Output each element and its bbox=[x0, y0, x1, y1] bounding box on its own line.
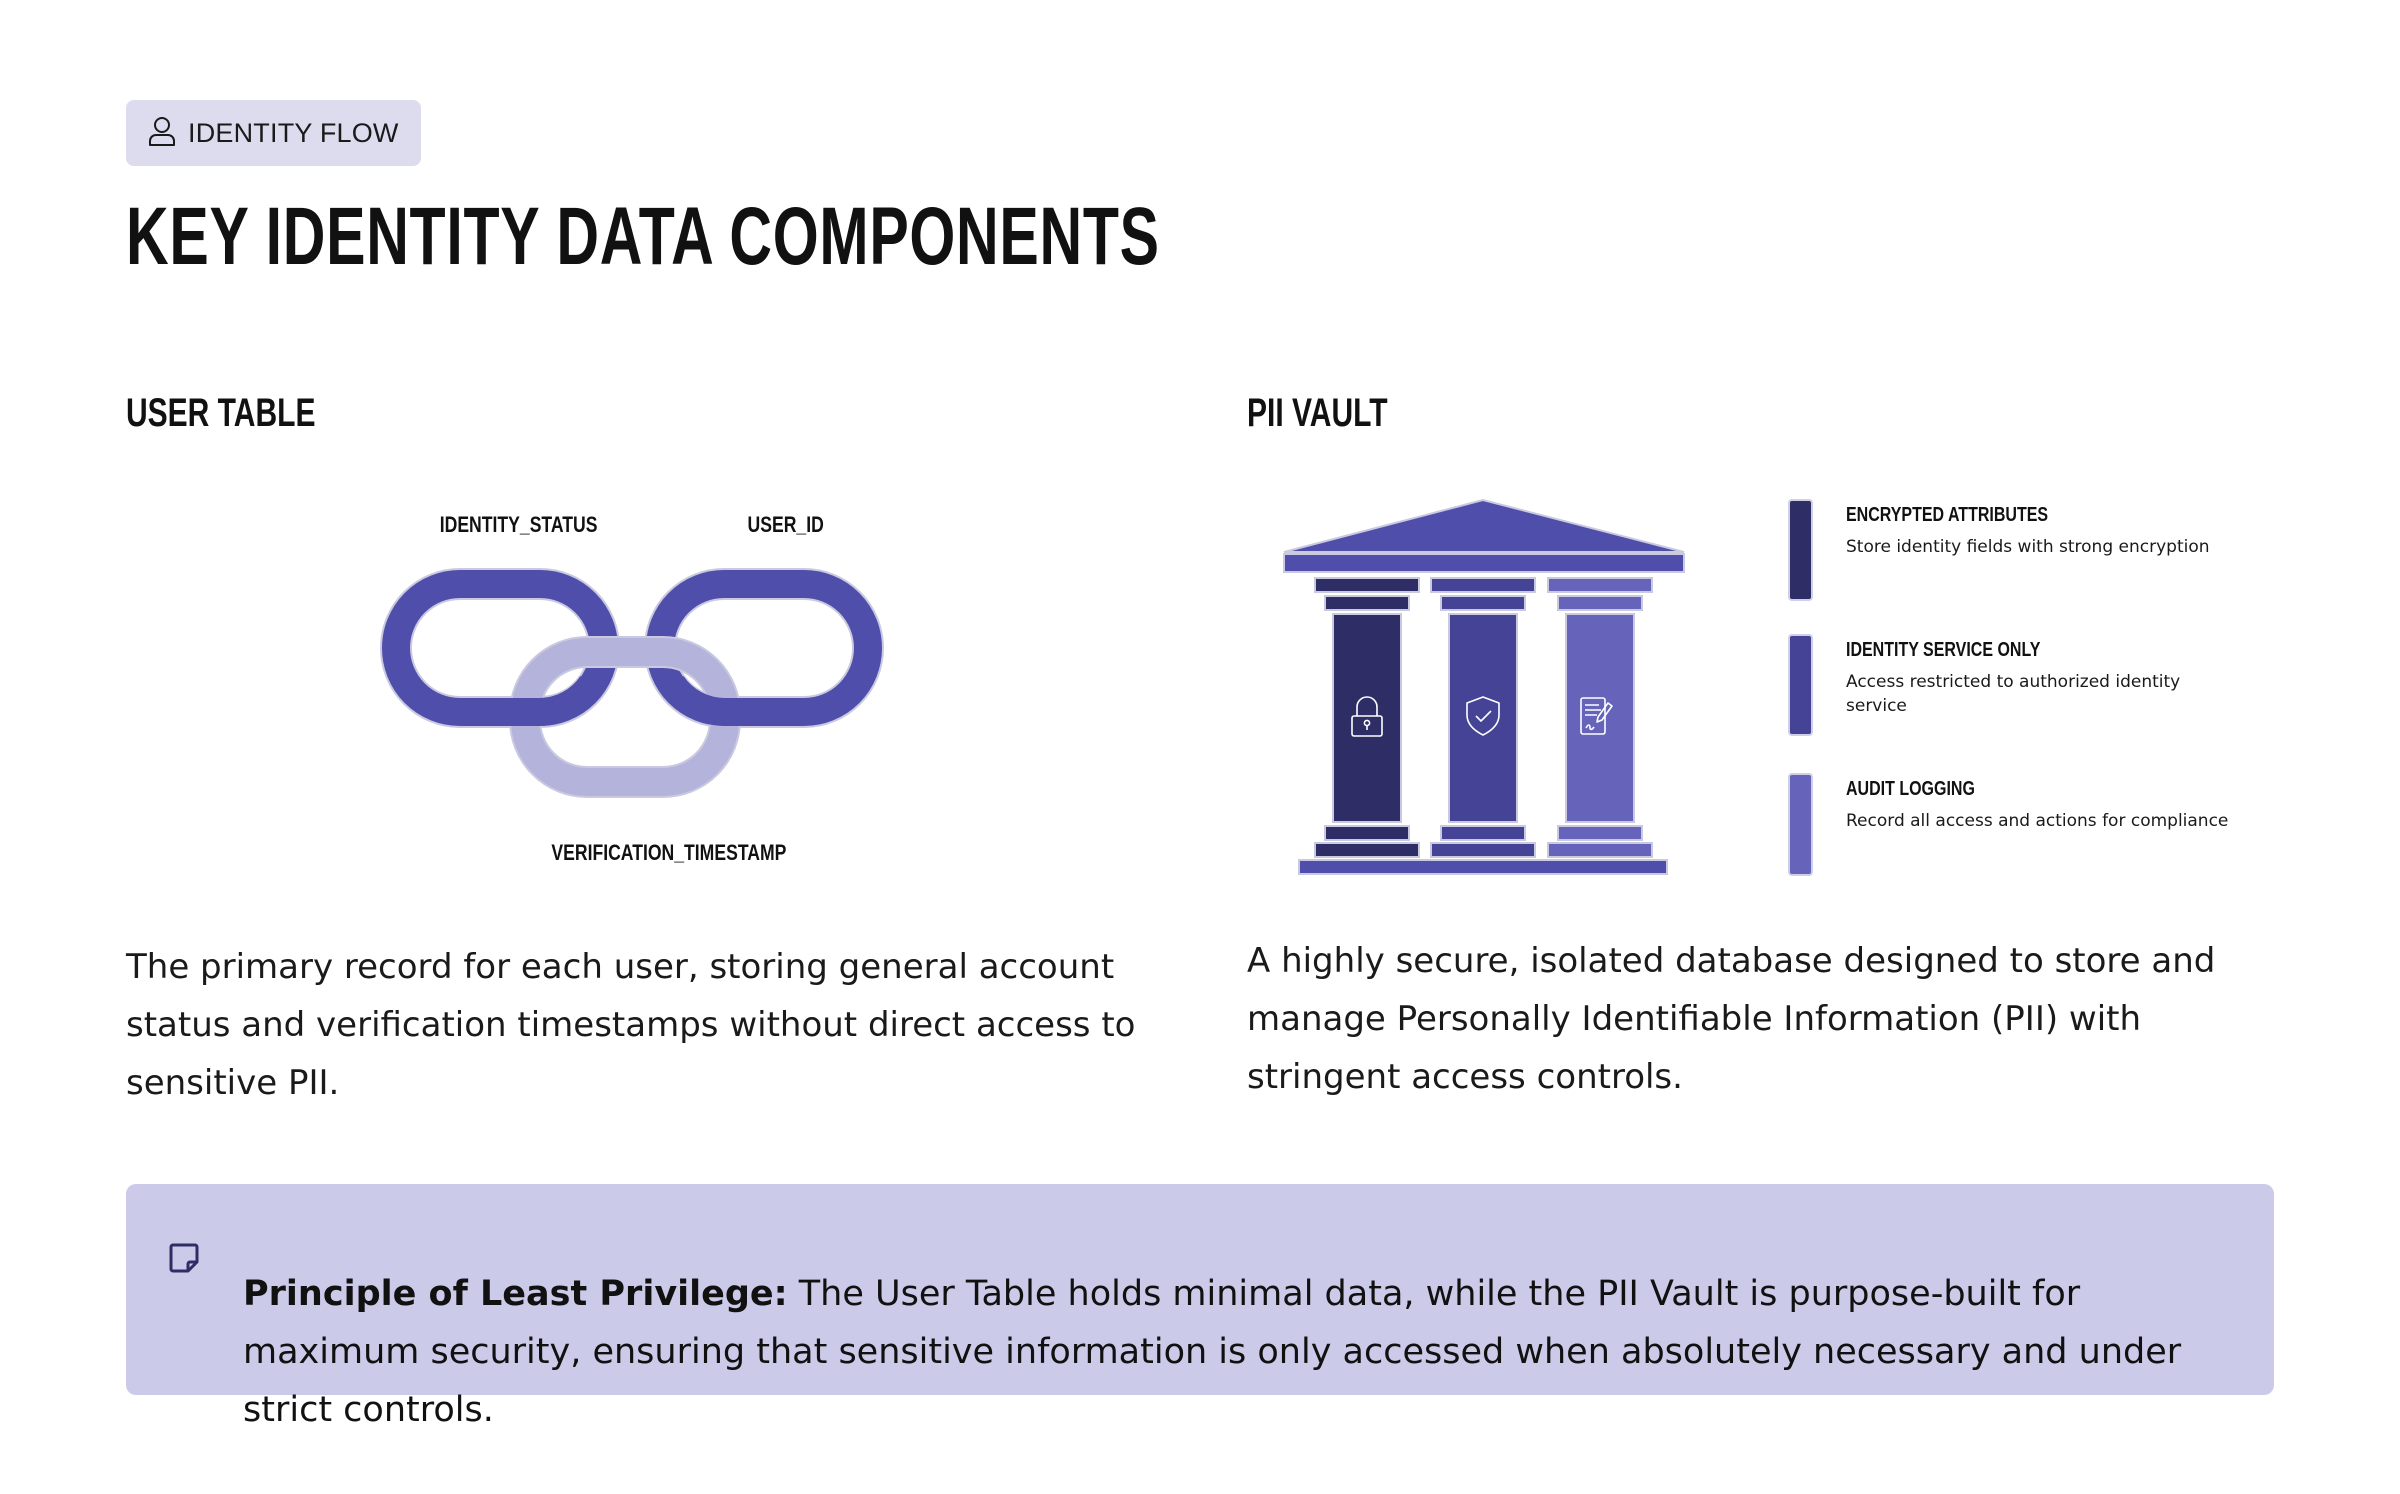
legend-title-identity-service: IDENTITY SERVICE ONLY bbox=[1846, 639, 2041, 661]
chain-label-user-id: USER_ID bbox=[747, 512, 824, 537]
legend-title-encrypted: ENCRYPTED ATTRIBUTES bbox=[1846, 504, 2049, 526]
sticky-note-icon bbox=[168, 1242, 200, 1278]
legend-bar-identity-service bbox=[1790, 636, 1811, 734]
pii-vault-description: A highly secure, isolated database designed to store and manage Personally Identifiable Information (PII) with stringent access controls. bbox=[1247, 941, 2216, 1097]
identity-flow-badge bbox=[126, 100, 421, 166]
legend-title-audit-logging: AUDIT LOGGING bbox=[1846, 778, 1975, 800]
legend-desc-encrypted: Store identity fields with strong encryption bbox=[1846, 537, 2210, 557]
legend-bar-audit-logging bbox=[1790, 775, 1811, 874]
legend-desc-audit-logging: Record all access and actions for compliance bbox=[1846, 811, 2229, 831]
callout-bold-label: Principle of Least Privilege: bbox=[243, 1274, 788, 1314]
least-privilege-callout bbox=[126, 1184, 2274, 1430]
chain-label-verification-timestamp: VERIFICATION_TIMESTAMP bbox=[551, 840, 787, 865]
pii-vault-heading: PII VAULT bbox=[1247, 391, 1388, 435]
user-icon bbox=[148, 115, 176, 151]
chain-label-identity-status: IDENTITY_STATUS bbox=[439, 512, 598, 537]
user-table-heading: USER TABLE bbox=[126, 391, 316, 435]
user-table-description: The primary record for each user, storing general account status and verification timestamps without direct access to sensitive PII. bbox=[126, 947, 1136, 1103]
badge-label: IDENTITY FLOW bbox=[188, 117, 399, 148]
chain-links-graphic bbox=[360, 500, 920, 820]
pii-vault-temple-graphic bbox=[1270, 490, 1700, 880]
callout-text bbox=[243, 1265, 2203, 1439]
legend-desc-identity-service: Access restricted to authorized identity service bbox=[1846, 672, 2181, 716]
page-title: KEY IDENTITY DATA COMPONENTS bbox=[126, 191, 1160, 282]
callout-body: The User Table holds minimal data, while the PII Vault is purpose-built for maximum security, ensuring that sensitive information is only accessed when absolutely necessary and under strict controls. bbox=[243, 1274, 2182, 1430]
legend-bar-encrypted bbox=[1790, 501, 1811, 599]
